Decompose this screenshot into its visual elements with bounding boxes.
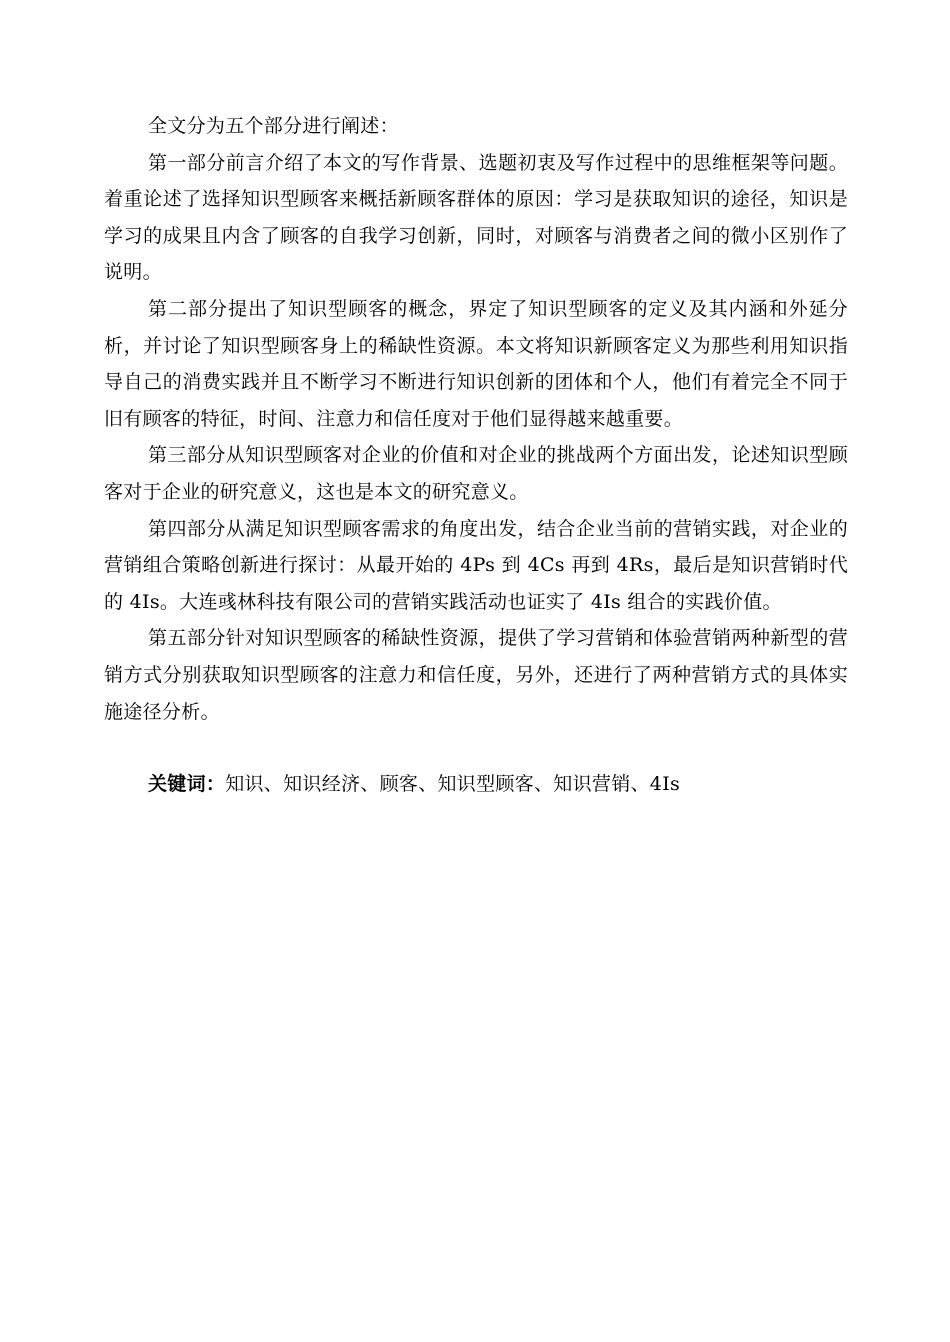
paragraph-part-five: 第五部分针对知识型顾客的稀缺性资源，提供了学习营销和体验营销两种新型的营销方式分别获取知识型顾客的注意力和信任度，另外，还进行了两种营销方式的具体实施途径分析。 (104, 627, 848, 723)
paragraph-part-two: 第二部分提出了知识型顾客的概念，界定了知识型顾客的定义及其内涵和外延分析，并讨论了知识型顾客身上的稀缺性资源。本文将知识新顾客定义为那些利用知识指导自己的消费实践并且不断学习不断进行知识创新的团体和个人，他们有着完全不同于旧有顾客的特征，时间、注意力和信任度对于他们显得越来越重要。 (104, 297, 848, 430)
paragraph-part-three: 第三部分从知识型顾客对企业的价值和对企业的挑战两个方面出发，论述知识型顾客对于企业的研究意义，这也是本文的研究意义。 (104, 444, 848, 503)
keywords-value: 知识、知识经济、顾客、知识型顾客、知识营销、4Is (225, 773, 681, 796)
document-body (104, 108, 848, 802)
paragraph-overview: 全文分为五个部分进行阐述： (148, 115, 399, 137)
keywords-label: 关键词： (148, 773, 226, 796)
paragraph-part-one: 第一部分前言介绍了本文的写作背景、选题初衷及写作过程中的思维框架等问题。着重论述了选择知识型顾客来概括新顾客群体的原因：学习是获取知识的途径，知识是学习的成果且内含了顾客的自我学习创新，同时，对顾客与消费者之间的微小区别作了说明。 (104, 151, 848, 284)
paragraph-part-four: 第四部分从满足知识型顾客需求的角度出发，结合企业当前的营销实践，对企业的营销组合策略创新进行探讨：从最开始的 4Ps 到 4Cs 再到 4Rs，最后是知识营销时代的 4Is。大连彧林科技有限公司的营销实践活动也证实了 4Is 组合的实践价值。 (104, 517, 848, 613)
keywords-line (104, 766, 848, 802)
